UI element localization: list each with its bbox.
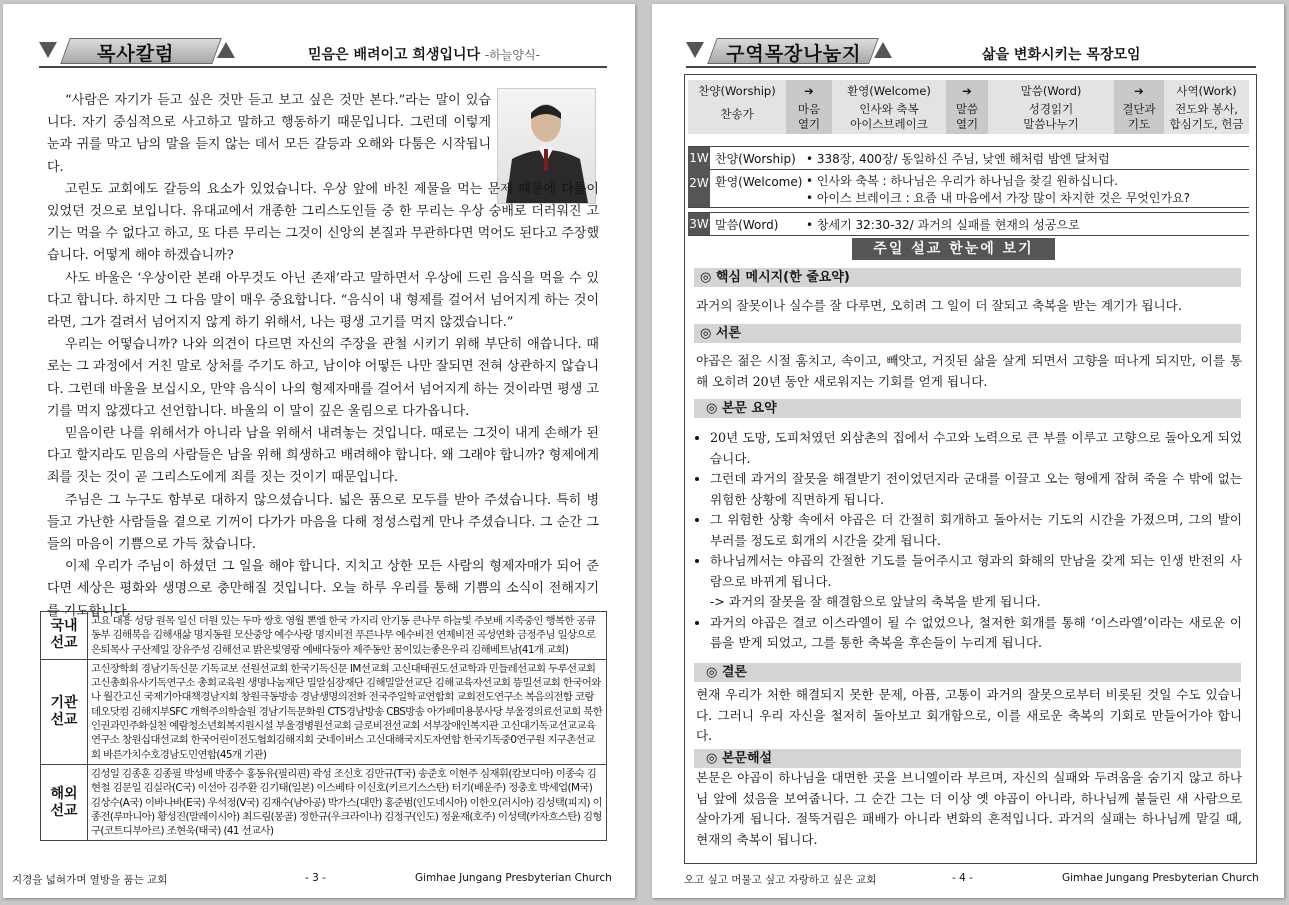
week-number: 2W (688, 169, 710, 207)
flow-step: 말씀(Word) 성경읽기 말씀나누기 (1020, 84, 1082, 131)
flow-arrow: ➔ 결단과 기도 (1114, 80, 1164, 134)
banner-right-triangle (217, 42, 235, 58)
section-explanation-title: ◎ 본문해설 (694, 749, 1241, 768)
week-label: 환영(Welcome) (715, 175, 803, 189)
week-line: • 아이스 브레이크 : 요즘 내 마음에서 가장 많이 차지한 것은 무엇인가요? (806, 191, 1191, 205)
body-summary-list (696, 428, 1242, 592)
mission-row-overseas (41, 764, 607, 840)
cell-title: 구역목장나눔지 (726, 43, 862, 65)
week-line: • 창세기 32:30-32/ 과거의 실패를 현재의 성공으로 (806, 218, 1080, 232)
page-number: - 4 - (952, 872, 973, 884)
week-line: • 338장, 400장/ 동일하신 주님, 낮엔 해처럼 밤엔 달처럼 (806, 152, 1110, 166)
mission-row-domestic (41, 612, 607, 660)
week-row-2 (688, 169, 1249, 208)
column-paragraph: 이제 우리가 주님이 하셨던 그 일을 해야 합니다. 지치고 상한 모든 사람의 형제자매가 되어 준다면 세상은 평화와 생명으로 충만해질 것입니다. 오늘 하루 우리를 통해 기쁨의 소식이 전해지기를 기도합니다. (47, 559, 599, 619)
section-body-title: ◎ 본문 요약 (694, 399, 1241, 418)
week-label: 찬양(Worship) (715, 152, 796, 166)
column-paragraph: 믿음이란 나를 위해서가 아니라 남을 위해서 내려놓는 것입니다. 때로는 그것이 내게 손해가 된다고 할지라도 믿음의 사람들은 남을 위해 희생하고 배려해야 합니다. 왜 그래야 합니까? 형제에게 죄를 짓는 것이 곧 그리스도에게 죄를 짓는 것이기 때문입니다. (47, 426, 599, 486)
column-paragraph: 주님은 그 누구도 함부로 대하지 않으셨습니다. 넓은 품으로 모두를 받아 주셨습니다. 특히 병들고 가난한 사람들을 곁으로 기꺼이 다가가 마음을 다해 정성스럽게 만나 주셨습니다. 그 순간 그들의 마음이 기쁨으로 가득 찼습니다. (47, 492, 599, 553)
week-row-3 (688, 212, 1249, 236)
page-right (652, 4, 1284, 898)
page-number: - 3 - (305, 872, 326, 884)
banner-left-triangle (39, 42, 57, 58)
banner-rule (686, 66, 1256, 68)
footer-slogan: 오고 싶고 머물고 싶고 자랑하고 싶은 교회 (684, 874, 877, 886)
mission-label: 기관 선교 (41, 659, 88, 764)
flow-step: 사역(Work) 전도와 봉사, 합심기도, 헌금 (1169, 84, 1244, 131)
week-label: 말씀(Word) (715, 218, 779, 232)
banner-rule (39, 66, 607, 68)
list-item: • 과거의 야곱은 결코 이스라엘이 될 수 없었으나, 철저한 회개를 통해 ‘이스라엘’이라는 새로운 이름을 받게 되었고, 그를 통한 축복을 후손들이 누리게 됩니다. (710, 613, 1242, 654)
footer-church-name: Gimhae Jungang Presbyterian Church (1062, 872, 1259, 884)
section-explanation-text: 본문은 야곱이 하나님을 대면한 곳을 브니엘이라 부르며, 자신의 실패와 두려움을 숨기지 않고 하나님 앞에 섰음을 보여줍니다. 그 순간 그는 더 이상 옛 야곱이 아니라, 하나님께 붙들린 새 사람으로 살아가게 됩니다. 절뚝거림은 패배가 아니라 변화의 흔적입니다. 과거의 실패는 하나님께 맡길 때, 현재의 축복이 됩니다. (696, 770, 1242, 847)
list-item: • 그런데 과거의 잘못을 해결받기 전이었던지라 군대를 이끌고 오는 형에게 잡혀 죽을 수 밖에 없는 위험한 상황에 직면하게 됩니다. (710, 469, 1242, 510)
column-body (47, 90, 599, 623)
section-core-text: 과거의 잘못이나 실수를 잘 다루면, 오히려 그 일이 더 잘되고 축복을 받는 계기가 됩니다. (696, 298, 1182, 313)
meeting-flow (688, 80, 1249, 134)
cell-banner (686, 38, 896, 66)
column-paragraph: 우리는 어떻습니까? 나와 의견이 다르면 자신의 주장을 관철 시키기 위해 부단히 애씁니다. 때로는 그 과정에서 거친 말로 상처를 주기도 하고, 남이야 어떻든 나만 잘되면 전혀 상관하지 않습니다. 그런데 바울을 보십시오, 만약 음식이 나의 형제자매를 걸어서 넘어지게 하는 것이라면 평생 고기를 먹지 않겠다고 선언합니다. 바울의 이 말이 깊은 울림으로 다가옵니다. (47, 337, 599, 419)
week-number: 1W (688, 147, 710, 169)
mission-list: 김성일 김종훈 김종필 박성배 박종수 홍동유(필리핀) 곽성 조신호 김만규(T국) 송준호 이현주 심재휘(캄보디아) 이종숙 김현철 김문일 김실라(C국) 이선아 김주환 김기태(일본) 이스베타 이신호(키르기스스탄) 터기(배운주) 정충호 박세업(M국) 김상수(A국) 이바나바(E국) 우석정(V국) 김재수(남아공) 박가스(대만) 홍준범(인도네시아) 이한오(러시아) 김성택(피지) 이종전(루마니아) 황성진(말레이시아) 최드림(몽골) 정한규(우크라이나) 김정구(인도) 정윤재(호주) 이성택(카자흐스탄) 김형구(코트디부아르) 조현욱(태국) (41 선교사) (88, 764, 607, 840)
column-paragraph: 고린도 교회에도 갈등의 요소가 있었습니다. 우상 앞에 바친 제물을 먹는 문제 때문에 다툼이 있었던 것으로 보입니다. 유대교에서 개종한 그리스도인들 중 한 무리는 우상 숭배로 더러워진 고기는 먹을 수 없다고 하고, 또 다른 무리는 그것이 신앙의 본질과 무관하다면 먹어도 된다고 주장했습니다. 어떻게 해야 하겠습니까? (47, 181, 599, 264)
column-banner (39, 38, 239, 66)
mission-table (40, 611, 607, 841)
flow-step: 찬양(Worship) 찬송가 (698, 84, 776, 121)
week-row-1 (688, 146, 1249, 170)
section-intro-text: 야곱은 젊은 시절 훔치고, 속이고, 빼앗고, 거짓된 삶을 살게 되면서 고향을 떠나게 되지만, 이를 통해 오히려 20년 동안 새로워지는 기회를 얻게 됩니다. (696, 353, 1242, 389)
mission-label: 해외 선교 (41, 764, 88, 840)
section-conclusion-text: 현재 우리가 처한 해결되지 못한 문제, 아픔, 고통이 과거의 잘못으로부터 비롯된 것일 수도 있습니다. 그러니 우리 자신을 철저히 돌아보고 회개함으로, 이를 새로운 축복의 기회로 만들어가야 합니다. (696, 687, 1242, 743)
footer-slogan: 지경을 넓혀가며 열방을 품는 교회 (12, 874, 168, 886)
section-conclusion-title: ◎ 결론 (694, 663, 1241, 682)
section-intro-title: ◎ 서론 (694, 324, 1241, 343)
mission-label: 국내 선교 (41, 612, 88, 660)
flow-arrow: ➔ 말씀 열기 (946, 80, 988, 134)
section-core-title: ◎ 핵심 메시지(한 줄요약) (694, 268, 1241, 287)
body-note: -> 과거의 잘못을 잘 해결함으로 앞날의 축복을 받게 됩니다. (710, 594, 1041, 609)
column-subtitle: 믿음은 배려이고 희생입니다 -하늘양식- (308, 47, 540, 63)
column-paragraph: 사도 바울은 ‘우상이란 본래 아무것도 아닌 존재’라고 말하면서 우상에 드린 음식을 먹을 수 있다고 합니다. 하지만 그 다음 말이 매우 중요합니다. “음식이 내 형제를 걸어서 넘어지게 하는 것이라면, 그가 걸려서 넘어지지 않게 하기 위해서, 나는 평생 고기를 먹지 않겠습니다.” (47, 270, 599, 331)
body-summary-list (696, 613, 1242, 654)
column-author: -하늘양식- (484, 48, 540, 62)
column-title: 목사칼럼 (97, 43, 175, 65)
column-paragraph: “사람은 자기가 듣고 싶은 것만 듣고 보고 싶은 것만 본다.”라는 말이 있습니다. 자기 중심적으로 사고하고 말하고 행동하기 때문입니다. 그런데 이렇게 눈과 귀를 막고 남의 말을 듣지 않는 데서 모든 갈등과 오해와 다툼은 시작됩니다. (47, 93, 491, 175)
mission-list: 고요 대흥 성당 원목 일신 더원 있는 두마 쌍호 영월 뽄엘 한국 가지리 안기동 큰나무 하늘빛 주보배 지족중인 행복한 공큐동부 김해북음 김해새삶 명지동원 모산중앙 예수사랑 명지비전 푸른나무 예수비전 연제비전 곡성연화 금정주님 일상으로 은퇴목사 구산제일 장유주성 김해선교 밝은빛영광 예배다둥아 제주동안 꿈이있는좋은우리 김해베트남(41개 교회) (88, 612, 607, 660)
list-item: • 하나님께서는 야곱의 간절한 기도를 들어주시고 형과의 화해의 만남을 갖게 되는 인생 반전의 사람으로 바뀌게 됩니다. (710, 551, 1242, 592)
banner-right-triangle (874, 42, 892, 58)
flow-step: 환영(Welcome) 인사와 축복 아이스브레이크 (847, 84, 931, 131)
week-line: • 인사와 축복 : 하나님은 우리가 하나님을 찾길 원하십니다. (806, 174, 1119, 188)
list-item: • 20년 도망, 도피처였던 외삼촌의 집에서 수고와 노력으로 큰 부를 이루고 고향으로 돌아오게 되었습니다. (710, 428, 1242, 469)
week-number: 3W (688, 213, 710, 235)
mission-row-institution (41, 659, 607, 764)
flow-arrow: ➔ 마음 열기 (786, 80, 832, 134)
page-left (3, 4, 635, 898)
list-item: • 그 위험한 상황 속에서 야곱은 더 간절히 회개하고 돌아서는 기도의 시간을 가졌으며, 그의 발이 부러를 정도로 회개의 시간을 갖게 됩니다. (710, 510, 1242, 551)
mission-list: 고신장학회 경남기독신문 기독교보 선원선교회 한국기독신문 IM선교회 고신대태권도선교학과 민들레선교회 두루선교회 고신총회유사기독연구소 총회교육원 생명나눔재단 밀알심장재단 김해밀알선교단 김해교육자선교회 뜽밀선교회 한국어와나 월간고신 국제기아대책경남지회 창원극동방송 경남생명의전화 전국주일학교연합회 교회전도연구소 복음의전함 코람데오닷컴 김해지부SFC 개혁주의학술원 경남기독문화원 CTS경남방송 CBS방송 아가페미용봉사당 부울경의료선교회 북한인권과민주화실천 예람청소년회복지원시설 부울경병원선교회 글로비전선교회 서부장애인복지관 고신대기독교선교교육연구소 창원십대선교회 한국어린이전도협회김해지회 굿네이버스 고신대해국지도자연합 한국기독중0연구원 지구촌선교회 바른가치수호경남도민연합(45개 기관) (88, 659, 607, 764)
section-body-text (696, 428, 1242, 654)
sermon-heading: 주일 설교 한눈에 보기 (852, 238, 1055, 260)
banner-left-triangle (686, 42, 704, 58)
cell-subtitle: 삶을 변화시키는 목장모임 (982, 47, 1141, 63)
footer-church-name: Gimhae Jungang Presbyterian Church (415, 872, 612, 884)
